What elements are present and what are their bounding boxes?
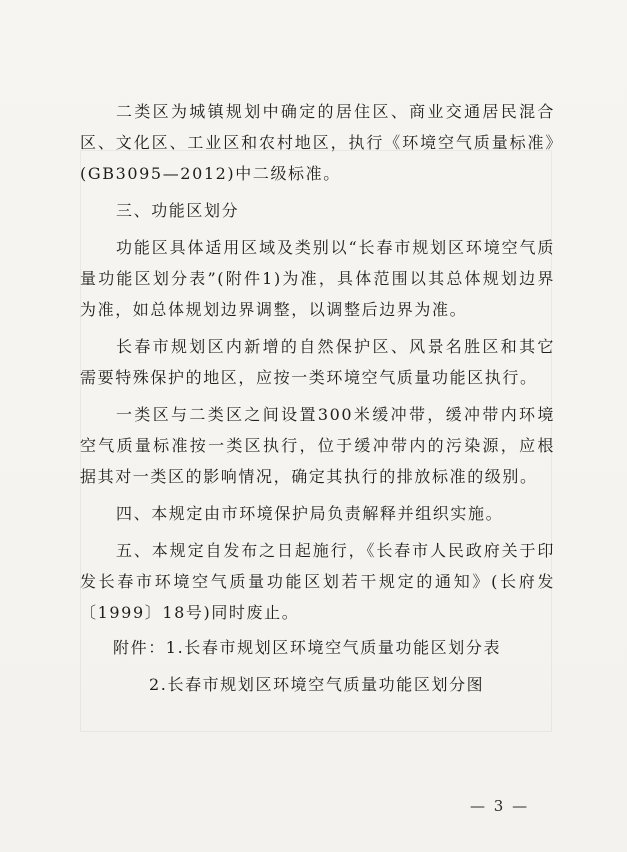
paragraph-new-protected-areas: 长春市规划区内新增的自然保护区、风景名胜区和其它需要特殊保护的地区，应按一类环境空气质量功能区执行。 bbox=[80, 337, 555, 387]
attachment-1: 附件：1.长春市规划区环境空气质量功能区划分表 bbox=[113, 638, 502, 657]
paragraph-buffer-zone: 一类区与二类区之间设置300米缓冲带，缓冲带内环境空气质量标准按一类区执行，位于缓冲带内的污染源，应根据其对一类区的影响情况，确定其执行的排放标准的级别。 bbox=[80, 405, 555, 486]
page-number: — 3 — bbox=[470, 797, 530, 815]
attachment-2: 2.长春市规划区环境空气质量功能区划分图 bbox=[149, 675, 485, 694]
paragraph-zoning-scope: 功能区具体适用区域及类别以“长春市规划区环境空气质量功能区划分表”(附件1)为准，具体范围以其总体规划边界为准，如总体规划边界调整，以调整后边界为准。 bbox=[80, 238, 555, 319]
document-body bbox=[80, 96, 555, 634]
paragraph-category-two: 二类区为城镇规划中确定的居住区、商业交通居民混合区、文化区、工业区和农村地区，执行《环境空气质量标准》(GB3095—2012)中二级标准。 bbox=[80, 102, 555, 183]
section-heading-zoning: 三、功能区划分 bbox=[116, 201, 240, 220]
attachments-list bbox=[80, 629, 555, 703]
paragraph-interpretation: 四、本规定由市环境保护局负责解释并组织实施。 bbox=[116, 504, 504, 523]
paragraph-effective-date: 五、本规定自发布之日起施行，《长春市人民政府关于印发长春市环境空气质量功能区划若干规定的通知》(长府发〔1999〕18号)同时废止。 bbox=[80, 541, 555, 622]
